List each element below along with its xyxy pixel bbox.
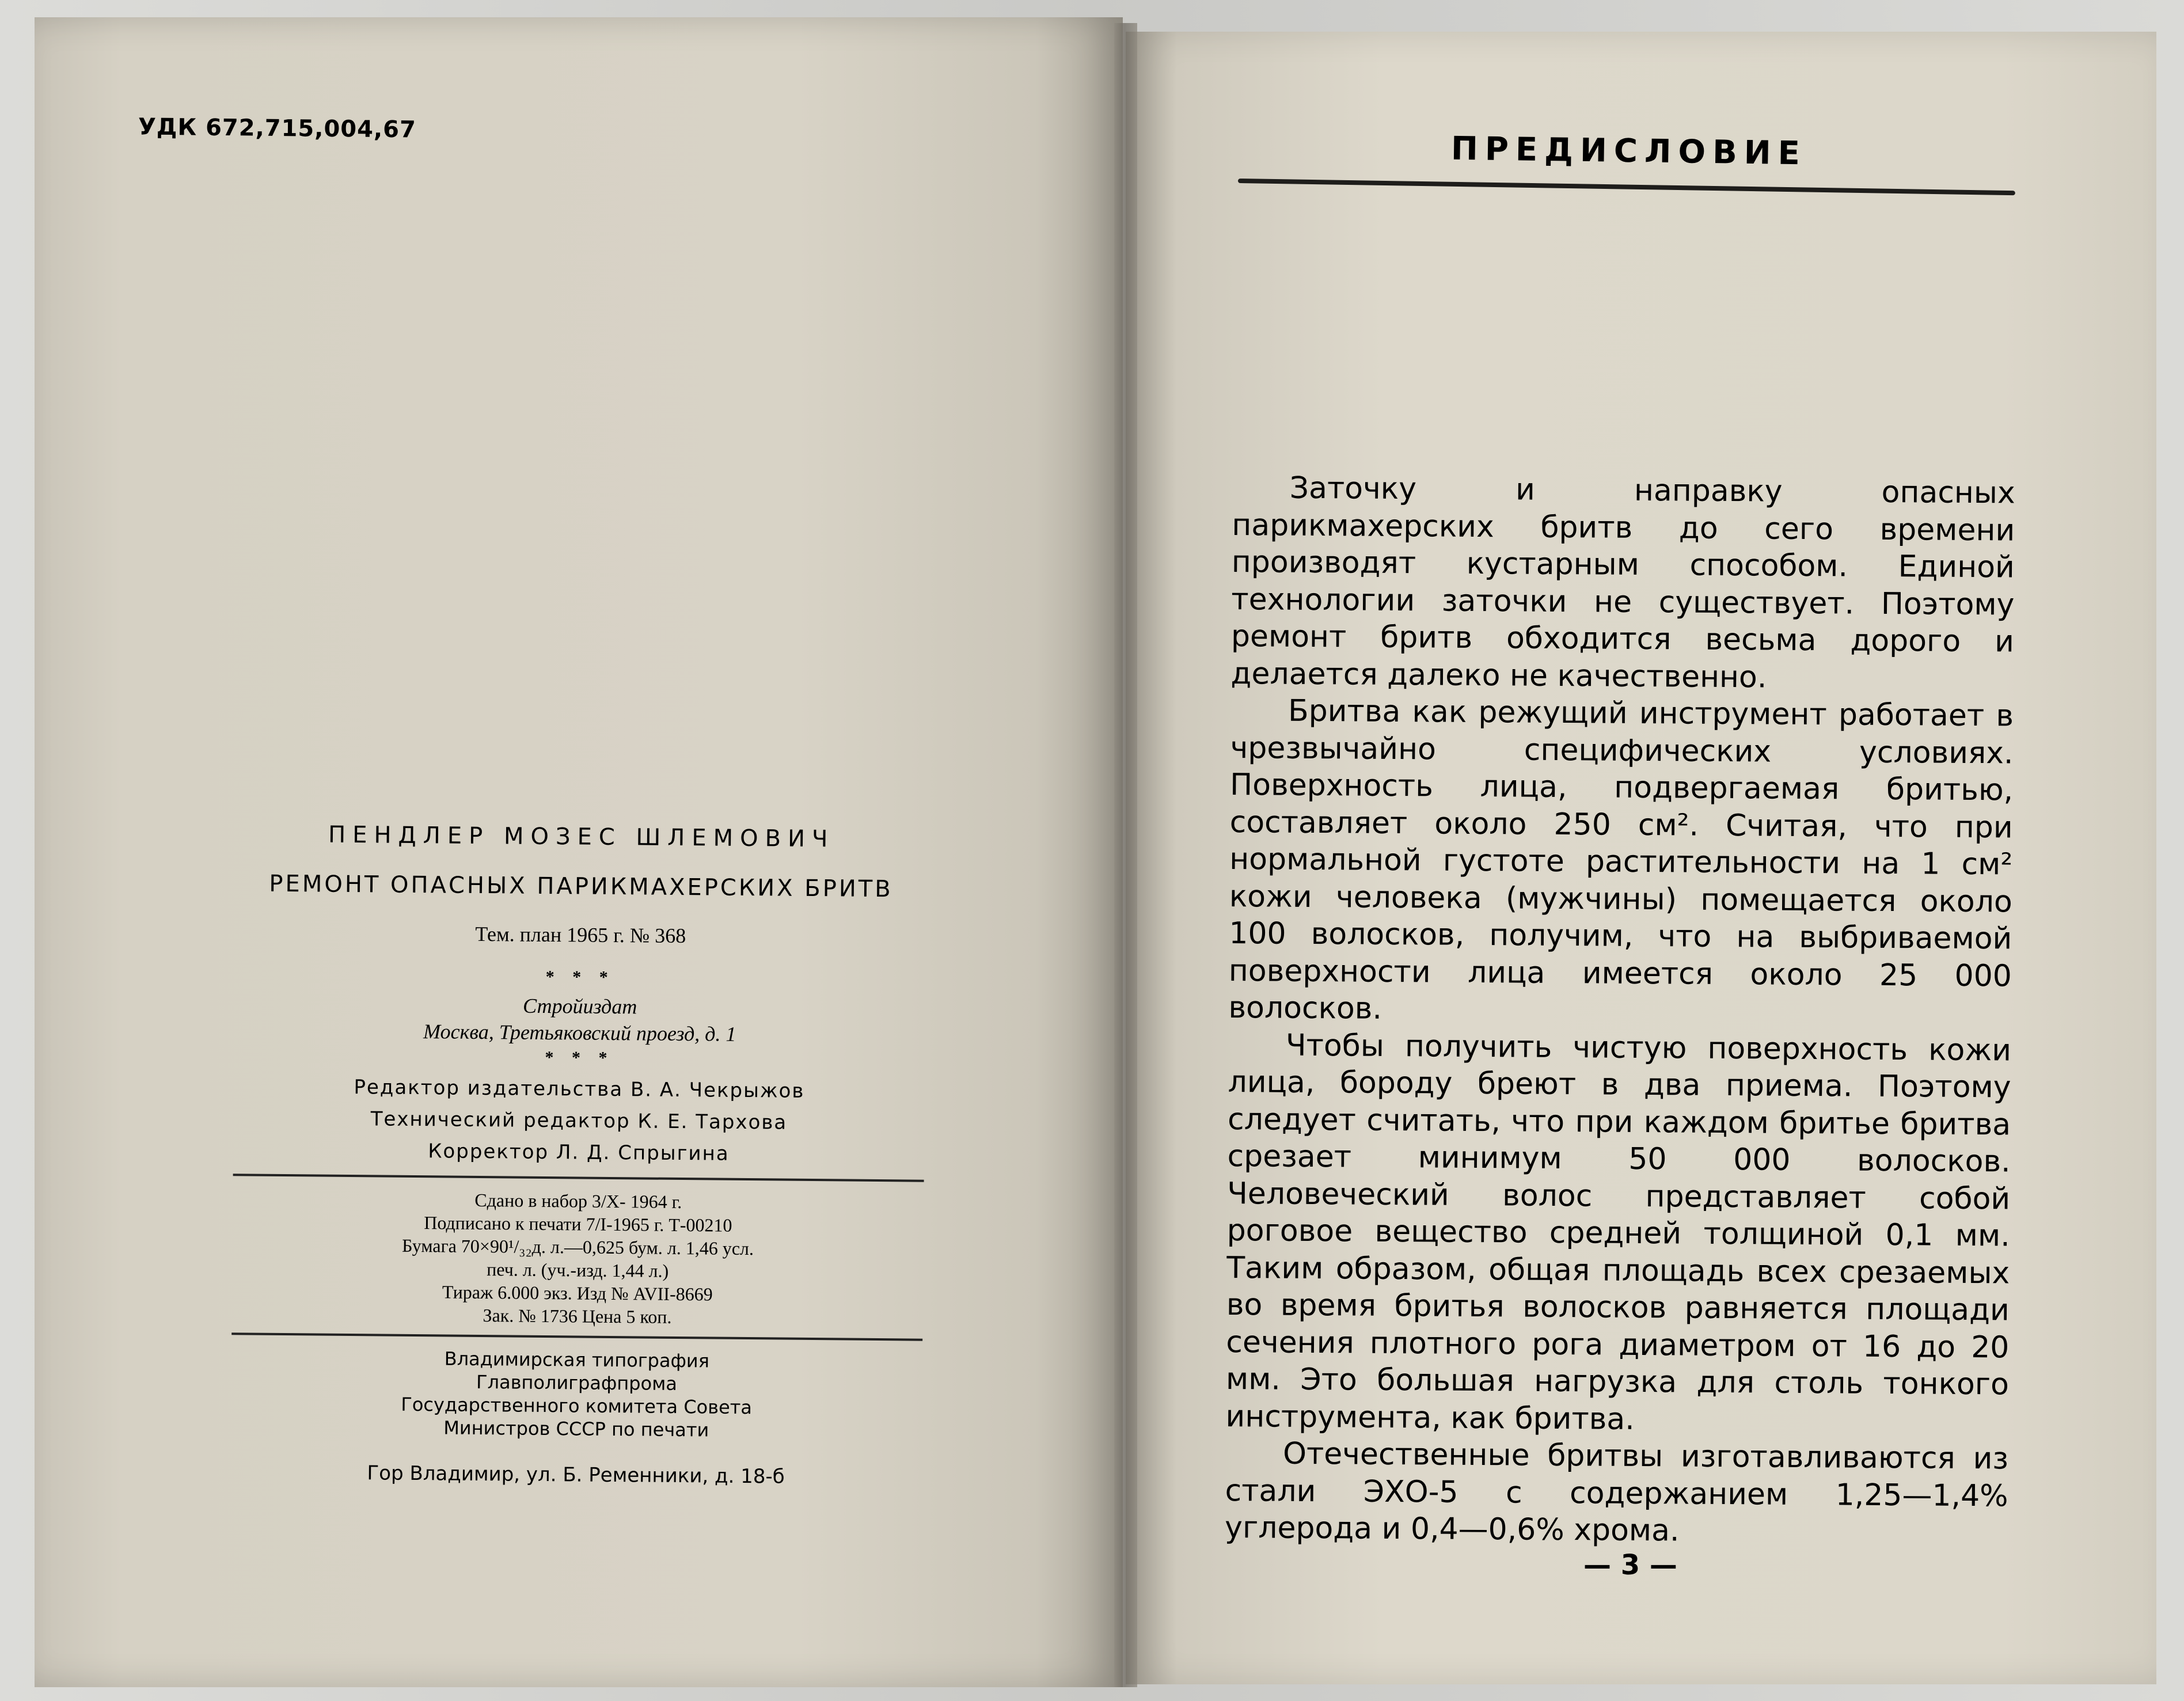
publisher-name: Стройиздат: [522, 994, 637, 1019]
editorial-staff: [216, 1070, 942, 1172]
print-data-line: Сдано в набор 3/X- 1964 г.: [474, 1189, 682, 1213]
paragraph: Бритва как режущий инструмент работает в чрезвычайно специфических условиях. Поверхность лица, подвергаемая бритью, составляет около 250 см². Считая, что при нормальной густоте растительности на 1 см² кожи человека (мужчины) помещается около 100 волосков, получим, что на выбриваемой поверхности лица имеется около 25 000 волосков.: [1228, 693, 2014, 1026]
separator: * * *: [545, 967, 615, 988]
preface-text: [1225, 469, 2015, 1552]
book-title: РЕМОНТ ОПАСНЫХ ПАРИКМАХЕРСКИХ БРИТВ: [269, 870, 893, 903]
printer-info: [214, 1345, 940, 1444]
printer-line: Главполиграфпрома: [476, 1370, 678, 1395]
printer-line: Министров СССР по печати: [443, 1417, 709, 1441]
separator: * * *: [545, 1047, 614, 1068]
book-gutter: [1114, 23, 1137, 1687]
section-heading: ПРЕДИСЛОВИЕ: [1450, 130, 1807, 173]
paragraph: Чтобы получить чистую поверхность кожи лица, бороду бреют в два приема. Поэтому следует считать, что при каждом бритье бритва срезает минимум 50 000 волосков. Человеческий волос представляет собой роговое вещество средней толщиной 0,1 мм. Таким образом, общая площадь всех срезаемых во время бритья волосков равняется площади сечения плотного рога диаметром от 16 до 20 мм. Это большая нагрузка для столь тонкого инструмента, как бритва.: [1225, 1028, 2012, 1437]
print-data-line: Бумага 70×90¹/₃₂д. л.—0,625 бум. л. 1,46 усл.: [401, 1235, 754, 1259]
print-data-line: печ. л. (уч.-изд. 1,44 л.): [487, 1259, 669, 1281]
divider: [231, 1332, 922, 1341]
print-data-line: Подписано к печати 7/I-1965 г. Т-00210: [424, 1212, 732, 1236]
publisher-address: Москва, Третьяковский проезд, д. 1: [423, 1020, 736, 1046]
print-data: [214, 1186, 941, 1331]
print-data-line: Зак. № 1736 Цена 5 коп.: [483, 1305, 672, 1327]
paragraph: Отечественные бритвы изготавливаются из стали ЭХО-5 с содержанием 1,25—1,4% углерода и 0,4—0,6% хрома.: [1224, 1436, 2009, 1548]
staff-line: Корректор Л. Д. Спрыгина: [428, 1140, 730, 1165]
imprint-block: [213, 821, 944, 1490]
print-data-line: Тираж 6.000 экз. Изд № AVII-8669: [442, 1281, 713, 1305]
author-name: ПЕНДЛЕР МОЗЕС ШЛЕМОВИЧ: [328, 821, 835, 853]
printer-line: Владимирская типография: [444, 1347, 710, 1372]
udk-code: УДК 672,715,004,67: [138, 113, 417, 143]
divider: [233, 1174, 924, 1182]
page-number: — 3 —: [1583, 1549, 1677, 1581]
printer-address: Гор Владимир, ул. Б. Ременники, д. 18-б: [367, 1461, 785, 1489]
paragraph: Заточку и направку опасных парикмахерских бритв до сего времени производят кустарным способом. Единой технологии заточки не существует. Поэтому ремонт бритв обходится весьма дорого и делается далеко не качественно.: [1230, 470, 2015, 694]
publication-plan: Тем. план 1965 г. № 368: [475, 922, 686, 948]
staff-line: Технический редактор К. Е. Тархова: [370, 1107, 788, 1134]
printer-line: Государственного комитета Совета: [401, 1393, 753, 1419]
staff-line: Редактор издательства В. А. Чекрыжов: [354, 1076, 805, 1103]
